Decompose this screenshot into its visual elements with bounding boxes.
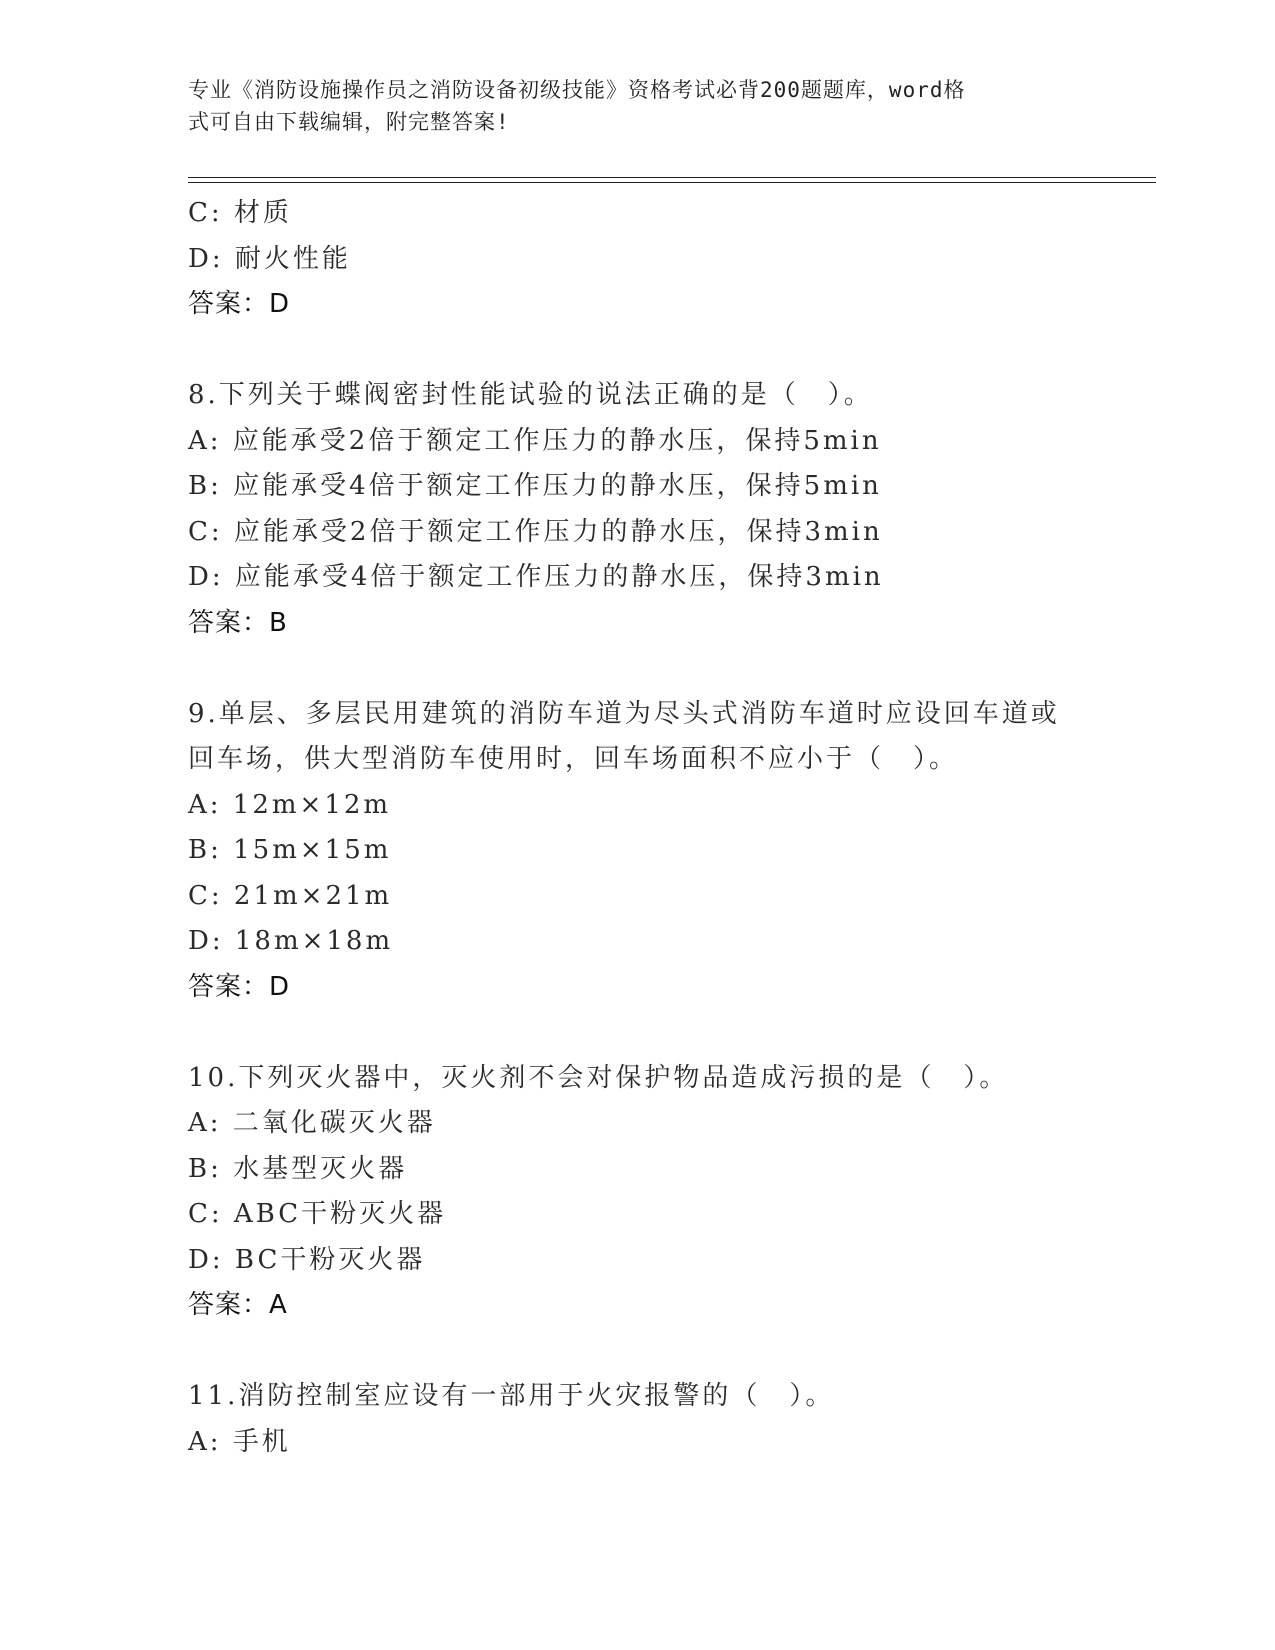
option-a: A: 手机	[188, 1426, 291, 1457]
option-d: D: BC干粉灭火器	[188, 1244, 426, 1275]
option-c: C: 21m×21m	[188, 880, 393, 911]
option-c: C: 应能承受2倍于额定工作压力的静水压，保持3min	[188, 516, 883, 547]
answer-line: 答案：D	[188, 971, 291, 1002]
option-a: A: 二氧化碳灭火器	[188, 1108, 436, 1138]
option-a: A: 应能承受2倍于额定工作压力的静水压，保持5min	[188, 425, 882, 456]
question-block-9	[188, 692, 1148, 1011]
option-d: D: 应能承受4倍于额定工作压力的静水压，保持3min	[188, 562, 884, 592]
header-line-1: 专业《消防设施操作员之消防设备初级技能》资格考试必背200题题库，word格	[188, 78, 966, 102]
question-block-10	[188, 1056, 1148, 1329]
option-c: C: 材质	[188, 198, 292, 228]
question-block-8	[188, 373, 1148, 646]
option-d: D: 耐火性能	[188, 243, 351, 274]
option-c: C: ABC干粉灭火器	[188, 1199, 447, 1229]
question-text: 8.下列关于蝶阀密封性能试验的说法正确的是（ ）。	[188, 380, 873, 410]
question-text: 9.单层、多层民用建筑的消防车道为尽头式消防车道时应设回车道或	[188, 698, 1060, 729]
header-line-2: 式可自由下载编辑，附完整答案!	[188, 110, 510, 134]
option-d: D: 18m×18m	[188, 926, 394, 956]
header-divider-bottom	[188, 182, 1156, 183]
option-a: A: 12m×12m	[188, 789, 392, 820]
question-block-partial	[188, 191, 1148, 328]
option-b: B: 15m×15m	[188, 835, 392, 865]
option-b: B: 水基型灭火器	[188, 1153, 408, 1184]
option-b: B: 应能承受4倍于额定工作压力的静水压，保持5min	[188, 471, 882, 501]
question-block-11	[188, 1374, 1148, 1465]
question-text: 10.下列灭火器中，灭火剂不会对保护物品造成污损的是（ ）。	[188, 1062, 1009, 1093]
header-divider-top	[188, 177, 1156, 178]
question-text: 11.消防控制室应设有一部用于火灾报警的（ ）。	[188, 1381, 835, 1411]
answer-line: 答案：A	[188, 1290, 288, 1320]
answer-line: 答案：B	[188, 607, 288, 638]
document-header	[188, 74, 1068, 138]
question-text-continued: 回车场，供大型消防车使用时，回车场面积不应小于（ ）。	[188, 744, 959, 774]
answer-line: 答案：D	[188, 289, 291, 319]
question-list	[188, 191, 1148, 1465]
